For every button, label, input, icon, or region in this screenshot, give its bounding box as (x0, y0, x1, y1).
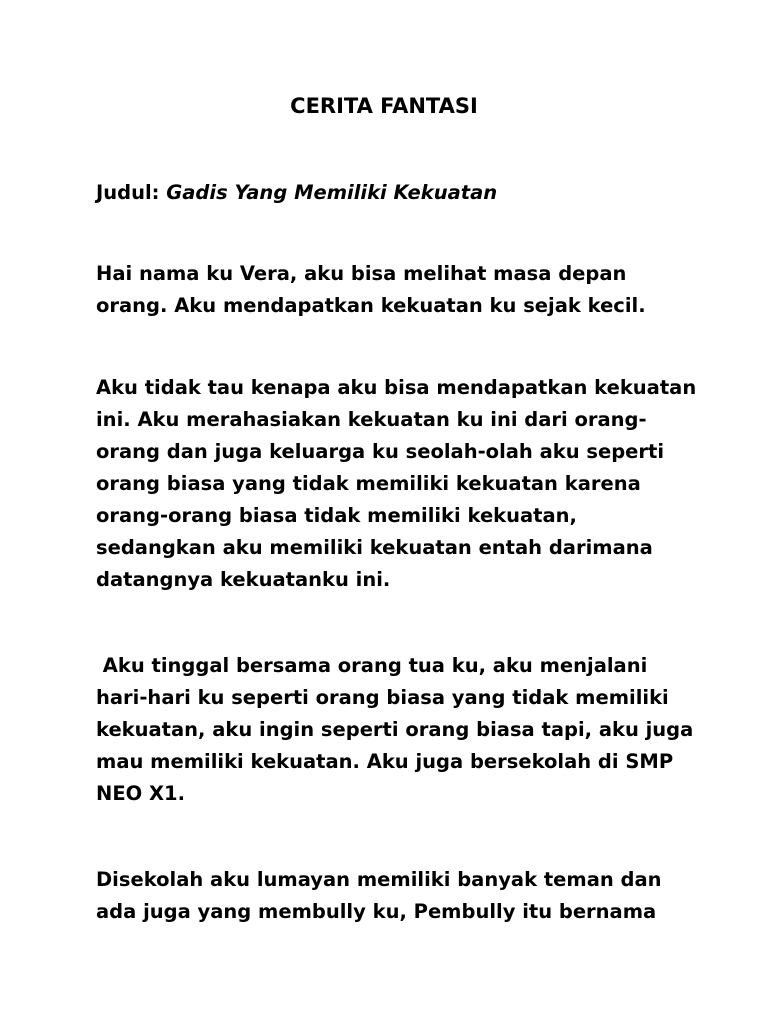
paragraph-4 (96, 864, 696, 928)
document-heading: CERITA FANTASI (290, 94, 478, 118)
paragraph-line: Hai nama ku Vera, aku bisa melihat masa depan (96, 262, 627, 285)
paragraph-line: hari-hari ku seperti orang biasa yang tidak memiliki (96, 686, 669, 709)
paragraph-line: Disekolah aku lumayan memiliki banyak teman dan (96, 868, 662, 891)
paragraph-line: orang-orang biasa tidak memiliki kekuatan, (96, 504, 577, 527)
paragraph-1 (96, 258, 696, 322)
paragraph-line: orang dan juga keluarga ku seolah-olah aku seperti (96, 440, 665, 463)
paragraph-line: sedangkan aku memiliki kekuatan entah darimana (96, 536, 653, 559)
paragraph-2 (96, 372, 696, 596)
story-title-row (96, 177, 696, 209)
paragraph-line: orang. Aku mendapatkan kekuatan ku sejak kecil. (96, 294, 646, 317)
paragraph-line: Aku tinggal bersama orang tua ku, aku menjalani (96, 654, 648, 677)
paragraph-line: Aku tidak tau kenapa aku bisa mendapatkan kekuatan (96, 376, 697, 399)
story-title-label: Judul: (96, 181, 160, 204)
paragraph-line: orang biasa yang tidak memiliki kekuatan karena (96, 472, 641, 495)
paragraph-line: mau memiliki kekuatan. Aku juga bersekolah di SMP (96, 750, 674, 773)
paragraph-line: NEO X1. (96, 782, 186, 805)
paragraph-3 (96, 650, 696, 810)
paragraph-line: kekuatan, aku ingin seperti orang biasa tapi, aku juga (96, 718, 694, 741)
paragraph-line: ada juga yang membully ku, Pembully itu bernama (96, 900, 657, 923)
paragraph-line: ini. Aku merahasiakan kekuatan ku ini dari orang- (96, 408, 647, 431)
story-title-value: Gadis Yang Memiliki Kekuatan (166, 181, 498, 204)
paragraph-line: datangnya kekuatanku ini. (96, 568, 391, 591)
